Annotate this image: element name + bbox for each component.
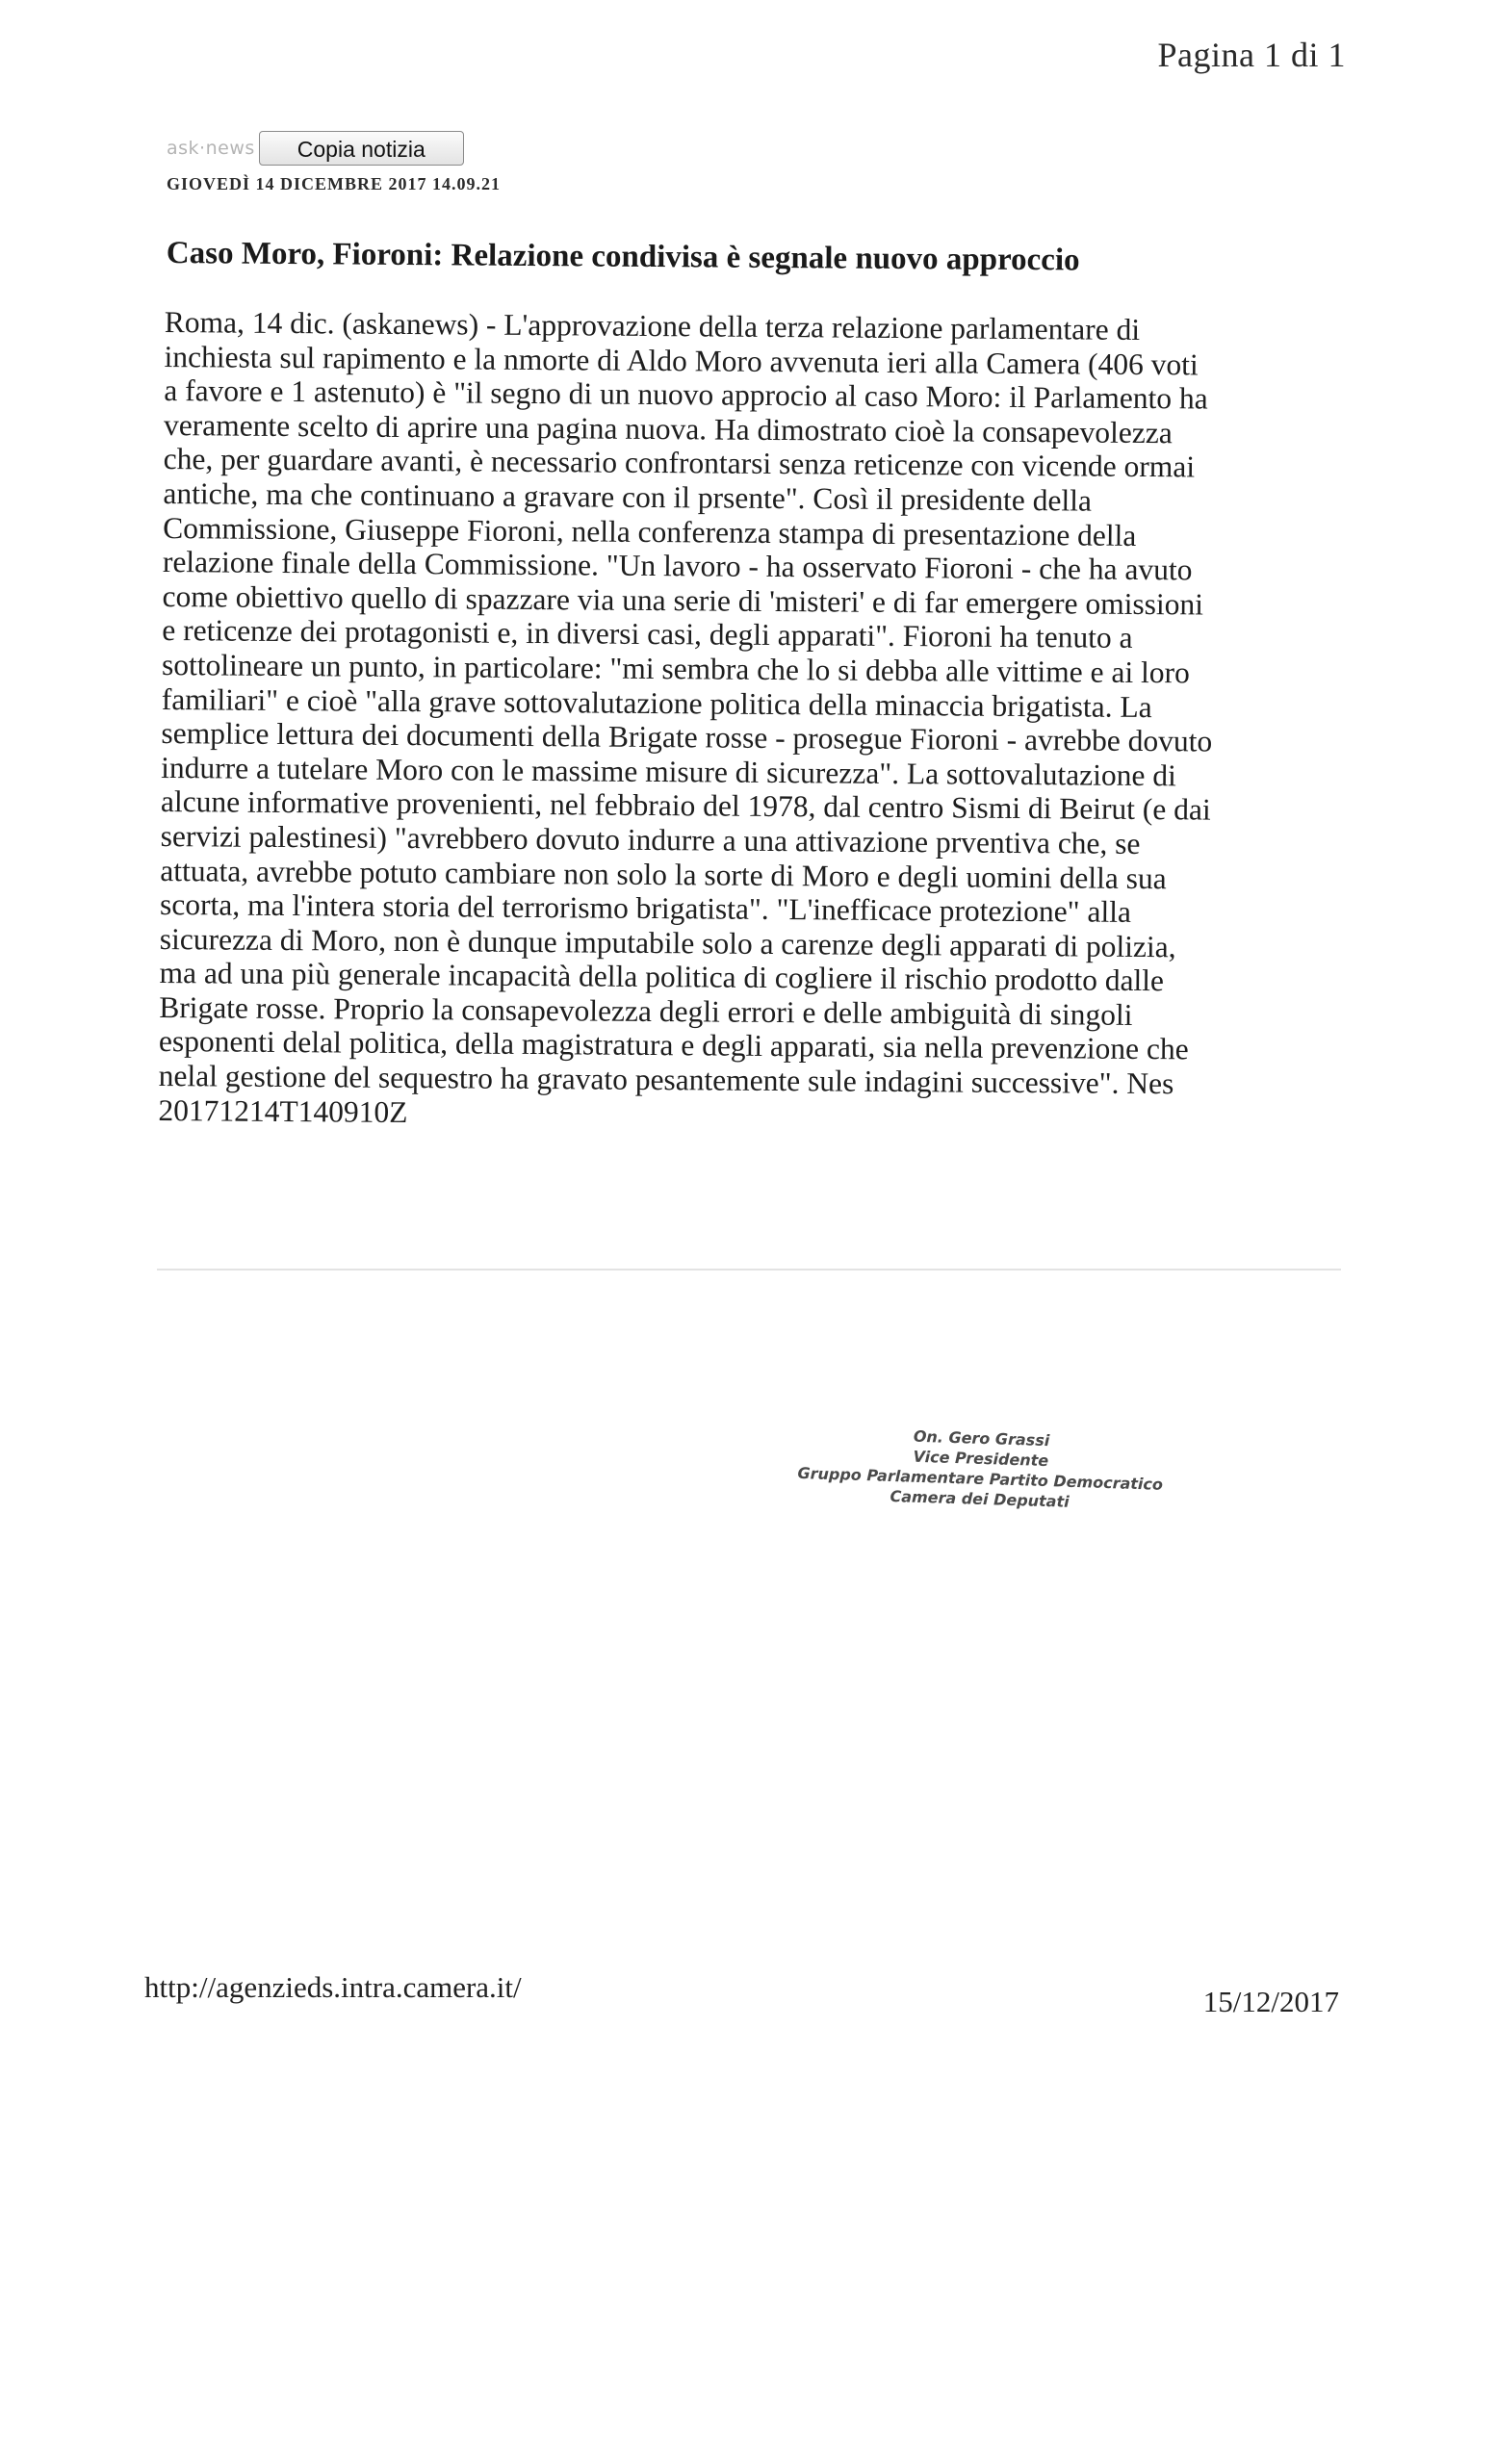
article-line: semplice lettura dei documenti della Brigate rosse - prosegue Fioroni - avrebbe dovuto bbox=[161, 716, 1213, 758]
article-line: antiche, ma che continuano a gravare con il prsente". Così il presidente della bbox=[163, 475, 1093, 518]
footer-url: http://agenzieds.intra.camera.it/ bbox=[144, 1970, 522, 2004]
article-line: relazione finale della Commissione. "Un lavoro - ha osservato Fioroni - che ha avuto bbox=[162, 545, 1193, 587]
article-line: esponenti delal politica, della magistratura e degli apparati, sia nella prevenzione che bbox=[158, 1024, 1189, 1066]
copy-news-button[interactable]: Copia notizia bbox=[259, 131, 464, 166]
stamp-role: Vice Presidente bbox=[913, 1447, 1049, 1471]
article-line: inchiesta sul rapimento e la nmorte di Aldo Moro avvenuta ieri alla Camera (406 voti bbox=[164, 339, 1199, 382]
article-line: che, per guardare avanti, è necessario confrontarsi senza reticenze con vicende ormai bbox=[163, 442, 1196, 484]
article-line: sottolineare un punto, in particolare: "mi sembra che lo si debba alle vittime e ai loro bbox=[161, 647, 1190, 690]
article-line: familiari" e cioè "alla grave sottovalutazione politica della minaccia brigatista. La bbox=[161, 681, 1152, 724]
page-number-header: Pagina 1 di 1 bbox=[1157, 36, 1346, 74]
stamp-name: On. Gero Grassi bbox=[913, 1426, 1050, 1450]
stamp-chamber: Camera dei Deputati bbox=[890, 1486, 1070, 1511]
article-line: Brigate rosse. Proprio la consapevolezza degli errori e delle ambiguità di singoli bbox=[159, 989, 1133, 1032]
dateline: GIOVEDÌ 14 DICEMBRE 2017 14.09.21 bbox=[167, 174, 502, 193]
article-headline: Caso Moro, Fioroni: Relazione condivisa è segnale nuovo approccio bbox=[166, 236, 1080, 278]
source-bar bbox=[167, 131, 464, 166]
divider bbox=[157, 1269, 1341, 1270]
article-line: scorta, ma l'intera storia del terrorismo brigatista". "L'inefficace protezione" alla bbox=[159, 887, 1132, 929]
article-line: servizi palestinesi) "avrebbero dovuto indurre a una attivazione prventiva che, se bbox=[160, 818, 1141, 860]
article-line: Commissione, Giuseppe Fioroni, nella conferenza stampa di presentazione della bbox=[163, 510, 1137, 552]
article-line: a favore e 1 astenuto) è "il segno di un nuovo approcio al caso Moro: il Parlamento ha bbox=[164, 373, 1208, 416]
article-body bbox=[158, 305, 1329, 1137]
askanews-logo: ask·news bbox=[167, 138, 255, 159]
article-line: sicurezza di Moro, non è dunque imputabile solo a carenze degli apparati di polizia, bbox=[159, 921, 1176, 963]
article-line: 20171214T140910Z bbox=[158, 1092, 408, 1129]
stamp-group: Gruppo Parlamentare Partito Democratico bbox=[797, 1463, 1164, 1494]
article-line: nelal gestione del sequestro ha gravato pesantemente sule indagini successive". Nes bbox=[158, 1059, 1174, 1101]
article-line: indurre a tutelare Moro con le massime misure di sicurezza". La sottovalutazione di bbox=[161, 750, 1176, 792]
article-line: come obiettivo quello di spazzare via una serie di 'misteri' e di far emergere omissioni bbox=[162, 578, 1204, 622]
article-line: attuata, avrebbe potuto cambiare non solo la sorte di Moro e degli uomini della sua bbox=[160, 853, 1167, 895]
article-line: e reticenze dei protagonisti e, in diversi casi, degli apparati". Fioroni ha tenuto a bbox=[162, 613, 1133, 655]
article-line: alcune informative provenienti, nel febbraio del 1978, dal centro Sismi di Beirut (e dai bbox=[160, 784, 1211, 827]
footer-date: 15/12/2017 bbox=[1202, 1985, 1339, 2018]
article-line: Roma, 14 dic. (askanews) - L'approvazione della terza relazione parlamentare di bbox=[164, 305, 1141, 346]
article-line: ma ad una più generale incapacità della politica di cogliere il rischio prodotto dalle bbox=[159, 956, 1165, 998]
article-line: veramente scelto di aprire una pagina nuova. Ha dimostrato cioè la consapevolezza bbox=[163, 407, 1173, 450]
signature-stamp bbox=[767, 1422, 1193, 1516]
